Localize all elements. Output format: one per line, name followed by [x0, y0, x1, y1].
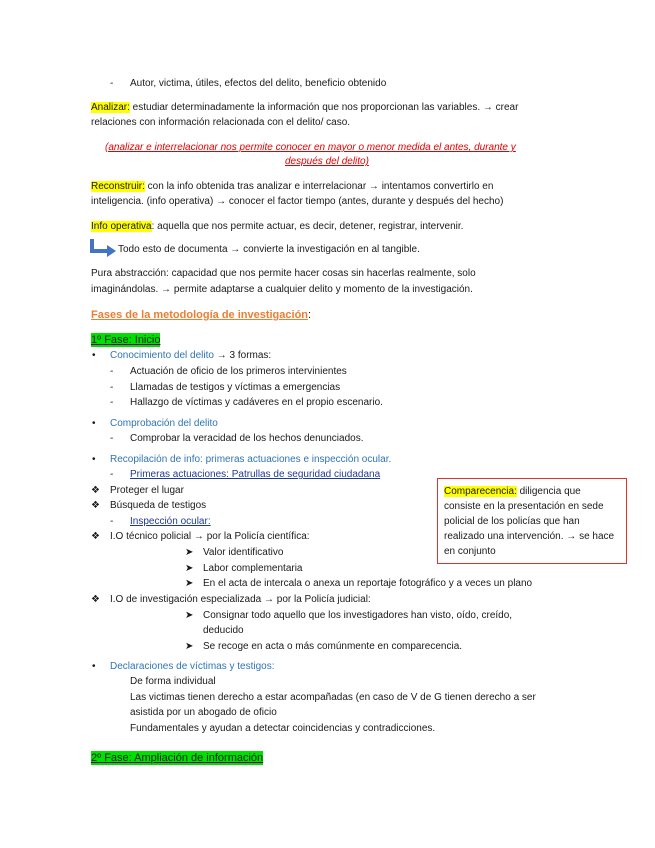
fases-heading	[91, 308, 311, 322]
arrowhead-bullet: ➤	[185, 563, 194, 574]
deducido-line: deducido	[203, 625, 244, 636]
dash-bullet: -	[110, 78, 114, 89]
reconstruir-paragraph	[91, 180, 493, 194]
dash-bullet: -	[110, 366, 114, 377]
fase2-heading: 2º Fase: Ampliación de información	[91, 752, 264, 764]
forma-line: De forma individual	[130, 676, 216, 687]
primeras-line: Primeras actuaciones: Patrullas de seguridad ciudadana	[130, 469, 381, 480]
comparecencia-callout	[437, 478, 627, 564]
dash-bullet: -	[110, 469, 114, 480]
reconstruir-term: Reconstruir:	[91, 181, 145, 192]
bent-arrow-icon	[90, 239, 118, 259]
callout-term: Comparecencia:	[444, 486, 517, 497]
diamond-bullet: ❖	[91, 485, 100, 496]
arrowhead-bullet: ➤	[185, 610, 194, 621]
reconstruir-text: con la info obtenida tras analizar e interrelacionar → intentamos convertirlo en	[144, 181, 494, 192]
inspeccion-line: Inspección ocular:	[130, 516, 211, 527]
actuacion-line: Actuación de oficio de los primeros intervinientes	[130, 366, 347, 377]
callout-text: diligencia que consiste en la presentación en sede policial de los policías que han realizado una intervención. → se hace en conjunto	[444, 486, 615, 557]
conocimiento-item	[110, 349, 271, 363]
todo-esto-line: Todo esto de documenta → convierte la investigación en al tangible.	[118, 244, 420, 255]
pura-line2: imaginándolas. → permite adaptarse a cualquier delito y momento de la investigación.	[91, 284, 473, 295]
diamond-bullet: ❖	[91, 500, 100, 511]
dash-bullet: -	[110, 516, 114, 527]
declaraciones-colon: :	[271, 661, 275, 672]
arrowhead-bullet: ➤	[185, 578, 194, 589]
acta-line: En el acta de intercala o anexa un reportaje fotográfico y a veces un plano	[203, 578, 533, 589]
io-tecnico-line: I.O técnico policial → por la Policía científica:	[110, 531, 310, 542]
dot-bullet: •	[92, 418, 96, 429]
dash-bullet: -	[110, 382, 114, 393]
diamond-bullet: ❖	[91, 531, 100, 542]
pura-line1: Pura abstracción: capacidad que nos permite hacer cosas sin hacerlas realmente, solo	[91, 268, 476, 279]
llamadas-line: Llamadas de testigos y víctimas a emergencias	[130, 382, 341, 393]
dash-bullet: -	[110, 433, 114, 444]
comprobacion-label: Comprobación del delito	[110, 418, 218, 429]
labor-line: Labor complementaria	[203, 563, 303, 574]
dot-bullet: •	[92, 350, 96, 361]
victimas-line1: Las victimas tienen derecho a estar acompañadas (en caso de V de G tienen derecho a ser	[130, 692, 536, 703]
analizar-paragraph	[91, 101, 518, 115]
reconstruir-text-cont: inteligencia. (info operativa) → conocer el factor tiempo (antes, durante y después del hecho)	[91, 196, 504, 207]
busqueda-line: Búsqueda de testigos	[110, 500, 207, 511]
fase1-heading: 1º Fase: Inicio	[91, 334, 161, 346]
consignar-line: Consignar todo aquello que los investigadores han visto, oído, creído,	[203, 610, 513, 621]
arrowhead-bullet: ➤	[185, 641, 194, 652]
declaraciones-item	[110, 660, 275, 674]
victimas-line2: asistida por un abogado de oficio	[130, 707, 277, 718]
analizar-text-cont: relaciones con información relacionada con el delito/ caso.	[91, 117, 351, 128]
info-operativa-term: Info operativa	[91, 221, 152, 232]
conocimiento-rest: → 3 formas:	[213, 350, 272, 361]
fases-colon: :	[308, 309, 312, 321]
conocimiento-label: Conocimiento del delito	[110, 350, 214, 361]
hallazgo-line: Hallazgo de víctimas y cadáveres en el propio escenario.	[130, 397, 383, 408]
dash-bullet: -	[110, 397, 114, 408]
analizar-term: Analizar:	[91, 102, 130, 113]
dot-bullet: •	[92, 454, 96, 465]
valor-line: Valor identificativo	[203, 547, 284, 558]
red-note-line1: (analizar e interrelacionar nos permite conocer en mayor o menor medida el antes, durante y	[105, 142, 516, 153]
diamond-bullet: ❖	[91, 594, 100, 605]
analizar-text: estudiar determinadamente la información que nos proporcionan las variables. → crear	[129, 102, 519, 113]
proteger-line: Proteger el lugar	[110, 485, 184, 496]
recoge-line: Se recoge en acta o más comúnmente en comparecencia.	[203, 641, 463, 652]
red-note-line2: después del delito)	[285, 156, 369, 167]
declaraciones-label: Declaraciones de víctimas y testigos	[110, 661, 272, 672]
arrowhead-bullet: ➤	[185, 547, 194, 558]
fases-title: Fases de la metodología de investigación	[91, 309, 309, 321]
recopilacion-label: Recopilación de info: primeras actuaciones e inspección ocular.	[110, 454, 392, 465]
comprobar-line: Comprobar la veracidad de los hechos denunciados.	[130, 433, 364, 444]
autor-line: Autor, victima, útiles, efectos del delito, beneficio obtenido	[130, 78, 387, 89]
io-especializada-line: I.O de investigación especializada → por la Policía judicial:	[110, 594, 371, 605]
info-operativa-paragraph	[91, 220, 463, 234]
info-operativa-text: : aquella que nos permite actuar, es decir, detener, registrar, intervenir.	[151, 221, 464, 232]
dot-bullet: •	[92, 661, 96, 672]
fundamentales-line: Fundamentales y ayudan a detectar coincidencias y contradicciones.	[130, 723, 436, 734]
